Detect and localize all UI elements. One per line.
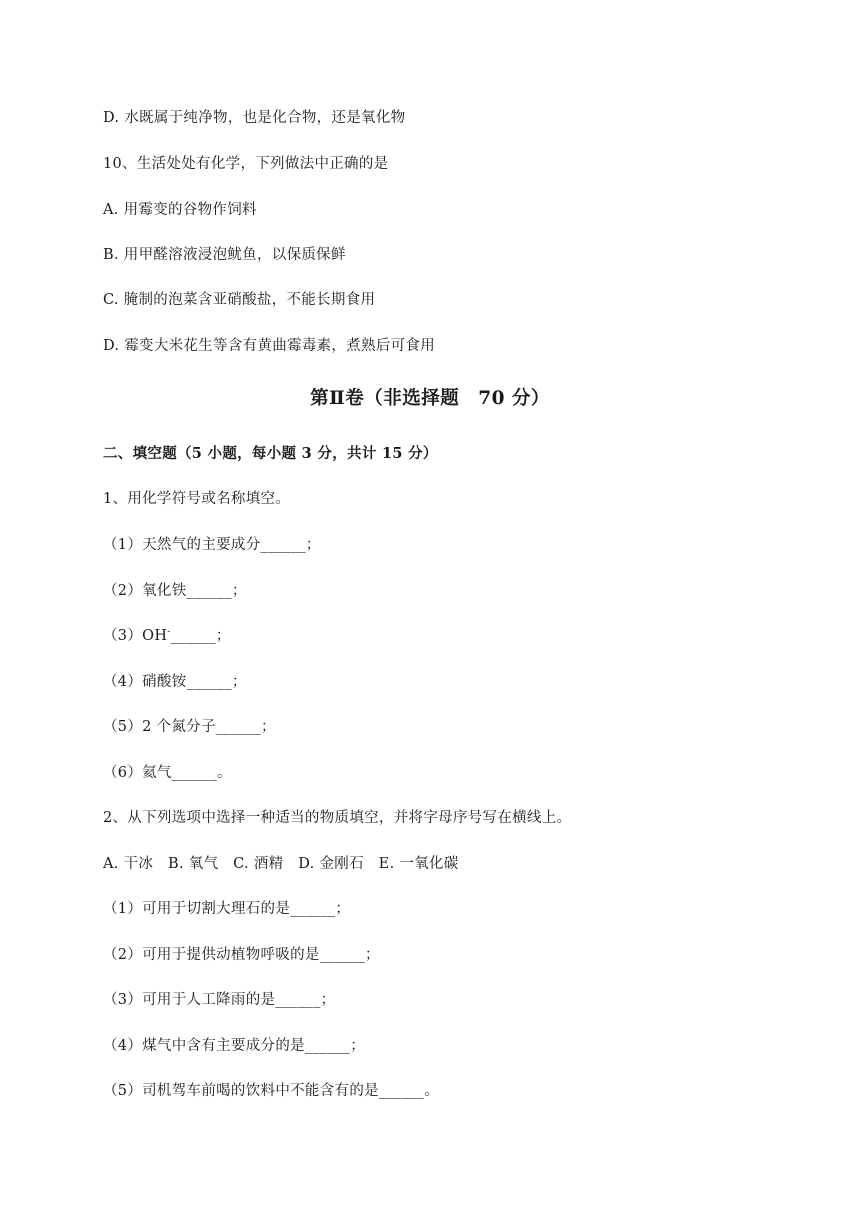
- question-2-item-1: （1）可用于切割大理石的是______；: [103, 901, 351, 917]
- question-2-item-3: （3）可用于人工降雨的是______；: [103, 992, 336, 1008]
- section-2-title: 第Ⅱ卷（非选择题 70 分）: [310, 388, 550, 409]
- prev-question-option-d: D. 水既属于纯净物，也是化合物，还是氧化物: [103, 110, 406, 126]
- question-1-item-6: （6）氦气______。: [103, 765, 232, 781]
- question-10-option-d: D. 霉变大米花生等含有黄曲霉毒素，煮熟后可食用: [103, 338, 436, 354]
- question-2-choices: A. 干冰 B. 氧气 C. 酒精 D. 金刚石 E. 一氧化碳: [103, 856, 459, 872]
- hydroxide-charge-superscript: -: [167, 627, 171, 638]
- question-1-item-1: （1）天然气的主要成分______；: [103, 537, 321, 553]
- question-1-item-5: （5）2 个氮分子______；: [103, 719, 276, 735]
- question-10-option-b: B. 用甲醛溶液浸泡鱿鱼，以保质保鲜: [103, 247, 346, 263]
- question-10-stem: 10、生活处处有化学，下列做法中正确的是: [103, 156, 389, 172]
- question-2-item-5: （5）司机驾车前喝的饮料中不能含有的是______。: [103, 1083, 440, 1099]
- question-1-item-3-text: （3）OH: [103, 628, 168, 644]
- question-1-stem: 1、用化学符号或名称填空。: [103, 491, 291, 507]
- question-1-item-3: [103, 626, 231, 646]
- question-2-item-2: （2）可用于提供动植物呼吸的是______；: [103, 947, 380, 963]
- question-1-item-2: （2）氧化铁______；: [103, 583, 247, 599]
- question-2-item-4: （4）煤气中含有主要成分的是______；: [103, 1038, 366, 1054]
- question-10-option-c: C. 腌制的泡菜含亚硝酸盐，不能长期食用: [103, 292, 376, 308]
- fill-in-heading: 二、填空题（5 小题，每小题 3 分，共计 15 分）: [103, 445, 438, 462]
- question-1-item-3-blank: ______；: [170, 628, 231, 644]
- question-10-option-a: A. 用霉变的谷物作饲料: [103, 202, 257, 218]
- question-2-stem: 2、从下列选项中选择一种适当的物质填空，并将字母序号写在横线上。: [103, 810, 572, 826]
- question-1-item-4: （4）硝酸铵______；: [103, 674, 247, 690]
